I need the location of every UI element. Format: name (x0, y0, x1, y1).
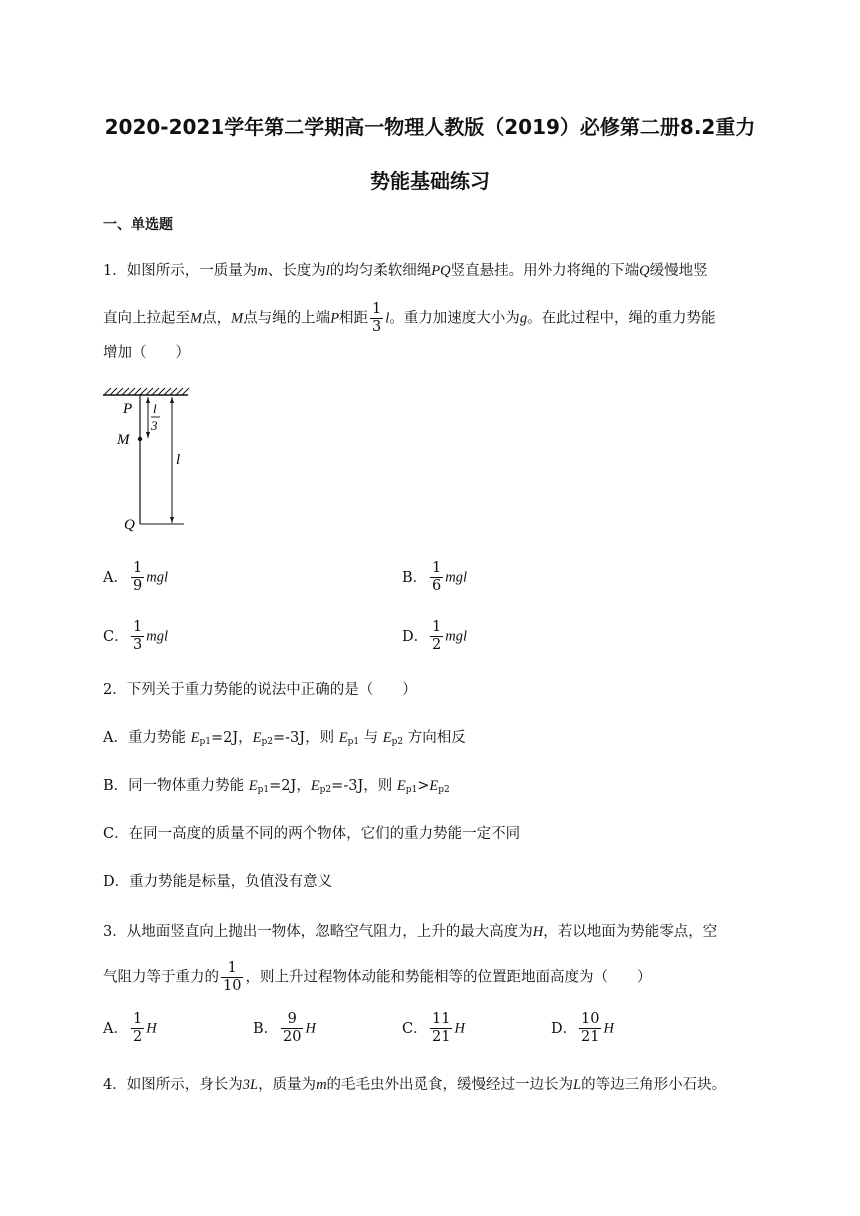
q2-option-b[interactable]: B．同一物体重力势能 $E_{p1}=2J$，$E_{p2}=-3J$，则 $E_{p1}>E_{p2}$ (103, 778, 450, 795)
q1-option-a[interactable]: A． $\frac{1}{9}$ mgl (103, 560, 168, 594)
full-arrow-head-down (170, 517, 174, 523)
q3-option-b[interactable]: B． $\frac{9}{20}$ H (253, 1011, 316, 1045)
q3-option-c[interactable]: C． $\frac{11}{21}$ H (402, 1011, 465, 1045)
third-arrow-head-up (146, 397, 150, 403)
section-heading: 一、单选题 (103, 217, 173, 233)
title-line-1: 2020-2021学年第二学期高一物理人教版（2019）必修第二册8.2重力 (104, 115, 756, 139)
q2-option-d[interactable]: D．重力势能是标量，负值没有意义 (103, 874, 333, 890)
q3-line-2: 气阻力等于重力的 $\frac{1}{10}$ ，则上升过程物体动能和势能相等的位置距地面高度为（ ） (103, 960, 652, 994)
q1-line-2: 直向上拉起至M点，M点与绳的上端P相距 $\frac{1}{3}$ l。重力加速度大小为g。在此过程中，绳的重力势能 (103, 301, 716, 335)
q2-stem: 2．下列关于重力势能的说法中正确的是（ ） (103, 682, 417, 698)
third-arrow-head-down (146, 432, 150, 438)
q1-option-c[interactable]: C． $\frac{1}{3}$ mgl (103, 619, 168, 653)
label-l-full: l (176, 452, 181, 468)
full-arrow-head-up (170, 397, 174, 403)
label-l-third-den: 3 (151, 418, 158, 433)
q1-line-1: 1．如图所示，一质量为m、长度为l的均匀柔软细绳PQ竖直悬挂。用外力将绳的下端Q缓慢地竖 (103, 263, 708, 279)
q2-option-a[interactable]: A．重力势能 $E_{p1}=2J$，$E_{p2}=-3J$，则 $E_{p1}$ 与 $E_{p2}$ 方向相反 (103, 730, 466, 747)
q3-line-1: 3．从地面竖直向上抛出一物体，忽略空气阻力，上升的最大高度为H，若以地面为势能零点，空 (103, 924, 718, 940)
q3-option-d[interactable]: D． $\frac{10}{21}$ H (551, 1011, 614, 1045)
document-title (100, 100, 760, 208)
q1-option-d[interactable]: D． $\frac{1}{2}$ mgl (402, 619, 467, 653)
q2-option-c[interactable]: C．在同一高度的质量不同的两个物体，它们的重力势能一定不同 (103, 826, 521, 842)
q3-option-a[interactable]: A． $\frac{1}{2}$ H (103, 1011, 157, 1045)
q1-fraction: $\frac{1}{3}$ (372, 301, 382, 335)
q1-line-3: 增加（ ） (103, 345, 190, 361)
q4-line-1: 4．如图所示，身长为3L，质量为m的毛毛虫外出觅食，缓慢经过一边长为L的等边三角形小石块。 (103, 1077, 727, 1093)
ceiling-hatching (104, 388, 189, 395)
q3-fraction: $\frac{1}{10}$ (223, 960, 242, 994)
q1-rope-figure (100, 385, 200, 535)
label-p: P (123, 401, 133, 417)
label-q: Q (124, 517, 135, 533)
point-m-dot (138, 437, 142, 441)
title-line-2: 势能基础练习 (370, 169, 490, 193)
label-l-third-num: l (153, 401, 157, 416)
q1-option-b[interactable]: B． $\frac{1}{6}$ mgl (402, 560, 467, 594)
label-m: M (117, 432, 130, 448)
